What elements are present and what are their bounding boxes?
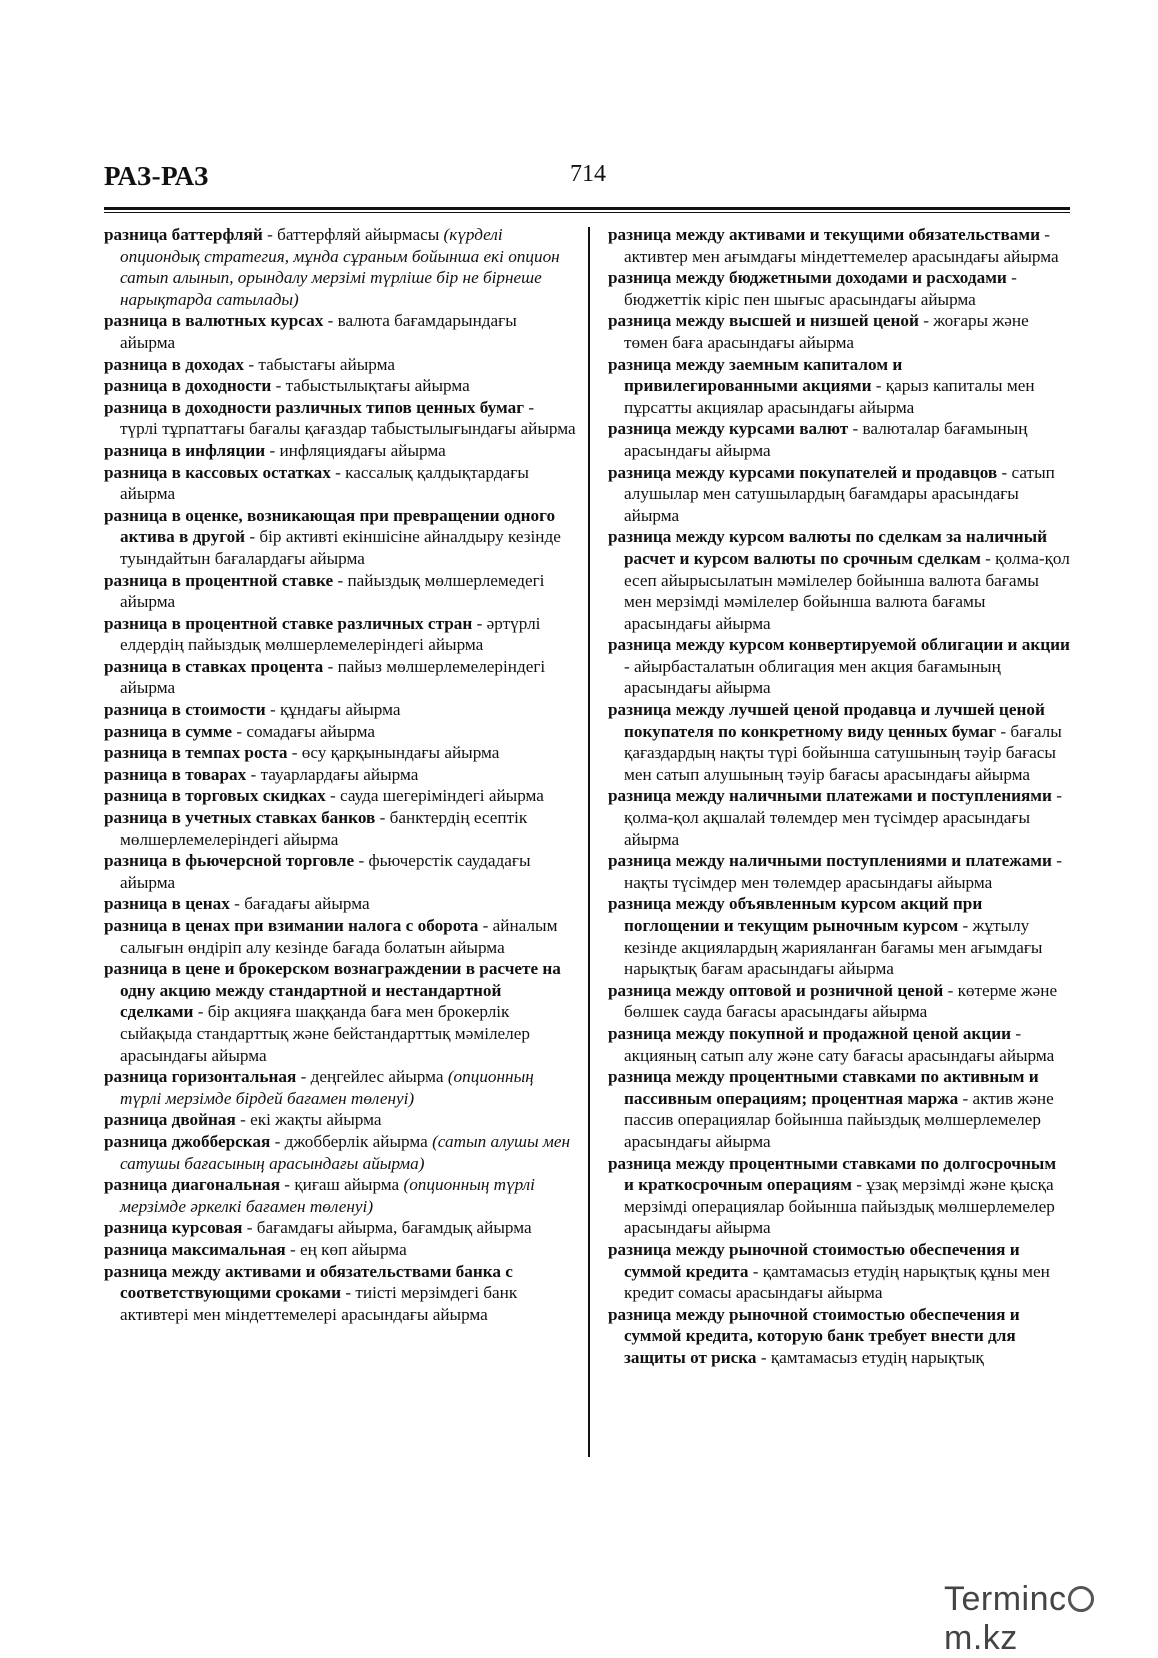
entry-term: разница баттерфляй — [104, 225, 263, 244]
entry-term: разница между курсом валюты по сделкам за наличный расчет и курсом валюты по срочным сделкам — [608, 527, 1048, 568]
dictionary-entry — [608, 462, 1070, 527]
logo-text: Termincm.kz — [944, 1580, 1095, 1657]
dictionary-entry — [608, 310, 1070, 353]
entry-term: разница между процентными ставками по долгосрочным и краткосрочным операциям — [608, 1153, 1057, 1195]
entry-definition: - табыстағы айырма — [244, 354, 395, 374]
entry-definition: - ұзақ мерзімді және қысқа мерзімді операциялар бойынша пайыздық мөлшерлемелер арасындағы айырма — [624, 1175, 1055, 1238]
entry-term: разница в темпах роста — [104, 743, 288, 763]
entry-term: разница в стоимости — [104, 700, 266, 720]
entry-definition: - фьючерстік саудадағы айырма — [120, 851, 531, 892]
entry-definition: - бағадағы айырма — [229, 894, 370, 914]
entry-definition: - екі жақты айырма — [235, 1110, 382, 1130]
entry-definition: - инфляциядағы айырма — [265, 440, 446, 460]
dictionary-entry — [104, 958, 576, 1066]
entry-definition: - айналым салығын өндіріп алу кезінде бағада болатын айырма — [120, 916, 558, 957]
entry-term: разница в инфляции — [104, 440, 266, 460]
dictionary-entry — [104, 1109, 576, 1131]
entry-definition: - пайыздық мөлшерлемедегі айырма — [120, 570, 545, 612]
dictionary-entry — [608, 893, 1070, 979]
dictionary-entry — [104, 699, 576, 721]
dictionary-entry — [608, 634, 1070, 699]
entry-definition: - қамтамасыз етудің нарықтық — [756, 1347, 984, 1367]
entry-term: разница между активами и обязательствами банка с соответствующими сроками — [104, 1261, 513, 1303]
entry-definition: - табыстылықтағы айырма — [271, 376, 470, 396]
entry-definition: - айырбасталатын облигация мен акция бағамының арасындағы айырма — [624, 656, 1001, 698]
entry-definition: - қарыз капиталы мен пұрсатты акциялар арасындағы айырма — [624, 376, 1035, 417]
entry-note: (опционның түрлі мерзімде бірдей бағамен төленуі) — [120, 1067, 534, 1108]
dictionary-entry — [608, 1304, 1070, 1369]
dictionary-entry — [104, 807, 576, 850]
dictionary-entry — [104, 1261, 576, 1326]
dictionary-entry — [608, 980, 1070, 1023]
entry-note: (опционның түрлі мерзімде әркелкі бағамен төленуі) — [120, 1175, 535, 1216]
dictionary-entry — [104, 1217, 576, 1239]
dictionary-entry — [104, 656, 576, 699]
dictionary-entry — [104, 462, 576, 505]
entry-definition: - сатып алушылар мен сатушылардың бағамдары арасындағы айырма — [624, 462, 1055, 525]
entry-definition: - жұтылу кезінде акциялардың жарияланған бағамы мен ағымдағы нарықтық бағам арасындағы айырма — [624, 916, 1043, 979]
entry-term: разница курсовая — [104, 1218, 243, 1238]
entry-term: разница в кассовых остатках — [104, 462, 331, 482]
entry-term: разница в процентной ставке различных стран — [104, 613, 473, 633]
dictionary-entry — [104, 354, 576, 376]
entry-term: разница в учетных ставках банков — [104, 808, 376, 828]
entry-term: разница между курсами валют — [608, 419, 849, 439]
dictionary-entry — [104, 785, 576, 807]
dictionary-entry — [608, 1023, 1070, 1066]
dictionary-entry — [104, 505, 576, 570]
entry-term: разница между бюджетными доходами и расходами — [608, 268, 1007, 288]
entry-term: разница в ценах при взимании налога с оборота — [104, 916, 479, 935]
entry-definition: - актив және пассив операциялар бойынша пайыздық мөлшерлемелер арасындағы айырма — [624, 1088, 1054, 1151]
dictionary-entry — [608, 526, 1070, 634]
dictionary-entry — [104, 397, 576, 440]
entry-definition: - қамтамасыз етудің нарықтық құны мен кредит сомасы арасындағы айырма — [624, 1261, 1050, 1303]
dictionary-entry — [104, 850, 576, 893]
dictionary-entry — [104, 893, 576, 915]
entry-term: разница в торговых скидках — [104, 786, 326, 806]
entry-definition: - әртүрлі елдердің пайыздық мөлшерлемелеріндегі айырма — [120, 613, 541, 655]
entry-term: разница между курсами покупателей и продавцов — [608, 462, 998, 482]
entry-term: разница в доходах — [104, 354, 245, 374]
dictionary-entry — [608, 354, 1070, 419]
entry-definition: - акцияның сатып алу және сату бағасы арасындағы айырма — [624, 1023, 1055, 1065]
column-divider — [588, 227, 590, 1457]
entry-definition: - көтерме және бөлшек сауда бағасы арасындағы айырма — [624, 980, 1058, 1022]
termincom-logo — [944, 1580, 1144, 1657]
entry-definition: - бір активті екіншісіне айналдыру кезінде туындайтын бағалардағы айырма — [120, 527, 561, 568]
entry-term: разница в сумме — [104, 721, 233, 741]
entry-definition: - валюталар бағамының арасындағы айырма — [624, 419, 1028, 460]
entry-term: разница в цене и брокерском вознаграждении в расчете на одну акцию между стандартной и нестандартной сделками — [104, 959, 561, 1022]
entry-term: разница между активами и текущими обязательствами — [608, 225, 1040, 244]
entry-term: разница между лучшей ценой продавца и лучшей ценой покупателя по конкретному виду ценных бумаг — [608, 700, 1045, 741]
dictionary-entry — [608, 785, 1070, 850]
entry-definition: - тауарлардағы айырма — [246, 764, 419, 784]
dictionary-entry — [608, 418, 1070, 461]
entry-term: разница в ценах — [104, 894, 230, 914]
entry-term: разница горизонтальная — [104, 1067, 297, 1087]
dictionary-entry — [608, 850, 1070, 893]
entry-term: разница в фьючерсной торговле — [104, 851, 355, 871]
entry-definition: - бағалы қағаздардың нақты түрі бойынша сатушының тәуір бағасы мен сатып алушының тәуір бағасы арасындағы айырма — [624, 721, 1062, 784]
entry-term: разница в доходности различных типов ценных бумаг — [104, 397, 525, 417]
entry-definition: - бір акцияға шаққанда баға мен брокерлік сыйақыда стандарттық және бейстандарттық мәмілелер арасындағы айырма — [120, 1002, 530, 1065]
entry-term: разница между рыночной стоимостью обеспечения и суммой кредита — [608, 1239, 1020, 1281]
page-number: 714 — [570, 161, 606, 187]
entry-definition: - бюджеттік кіріс пен шығыс арасындағы айырма — [624, 268, 1017, 309]
entry-term: разница джобберская — [104, 1131, 271, 1151]
entry-definition: - баттерфляй айырмасы — [262, 225, 444, 244]
header-rule-thin — [104, 212, 1070, 213]
dictionary-entry — [104, 310, 576, 353]
dictionary-entry — [104, 1066, 576, 1109]
entry-definition: - өсу қарқынындағы айырма — [287, 743, 500, 763]
dictionary-entry — [104, 440, 576, 462]
entry-term: разница между оптовой и розничной ценой — [608, 980, 944, 1000]
running-head: РАЗ-РАЗ — [104, 161, 209, 191]
entry-definition: - жоғары және төмен баға арасындағы айырма — [624, 311, 1029, 352]
entry-term: разница между наличными поступлениями и платежами — [608, 851, 1052, 871]
dictionary-entry — [608, 267, 1070, 310]
page-header — [104, 155, 1069, 205]
entry-term: разница между рыночной стоимостью обеспечения и суммой кредита, которую банк требует внести для защиты от риска — [608, 1304, 1020, 1367]
right-column — [608, 224, 1070, 1368]
entry-definition: - кассалық қалдықтардағы айырма — [120, 462, 529, 504]
entry-definition: - ең көп айырма — [285, 1239, 407, 1259]
entry-note: (сатып алушы мен сатушы бағасының арасындағы айырма) — [120, 1131, 571, 1173]
entry-definition: - валюта бағамдарындағы айырма — [120, 311, 517, 352]
dictionary-entry — [104, 1239, 576, 1261]
entry-term: разница в товарах — [104, 764, 247, 784]
entry-definition: - бағамдағы айырма, бағамдық айырма — [242, 1218, 532, 1238]
entry-term: разница между заемным капиталом и привилегированными акциями — [608, 354, 903, 396]
entry-definition: - тиісті мерзімдегі банк активтері мен міндеттемелері арасындағы айырма — [120, 1283, 518, 1324]
entry-definition: - пайыз мөлшерлемелеріндегі айырма — [120, 656, 546, 698]
dictionary-entry — [608, 224, 1070, 267]
entry-note: (күрделі опциондық стратегия, мұнда сұраным бойынша екі опцион сатып алынып, орындалу мерзімі түрліше бір не бірнеше нарықтарда сатылады) — [120, 225, 560, 309]
entry-definition: - джобберлік айырма — [270, 1131, 433, 1151]
dictionary-entry — [608, 699, 1070, 785]
entry-term: разница в ставках процента — [104, 656, 324, 676]
entry-term: разница в оценке, возникающая при превращении одного актива в другой — [104, 505, 556, 547]
entry-term: разница диагональная — [104, 1175, 280, 1195]
entry-definition: - деңгейлес айырма — [296, 1067, 448, 1087]
entry-definition: - активтер мен ағымдағы міндеттемелер арасындағы айырма — [624, 225, 1059, 266]
entry-term: разница в процентной ставке — [104, 570, 334, 590]
entry-term: разница между наличными платежами и поступлениями — [608, 786, 1052, 806]
entry-definition: - қолма-қол есеп айырысылатын мәмілелер бойынша валюта бағамы мен мерзімді мәмілелер бойынша валюта бағамы арасындағы айырма — [624, 548, 1070, 633]
entry-term: разница между процентными ставками по активным и пассивным операциям; процентная маржа — [608, 1067, 1039, 1108]
dictionary-entry — [104, 742, 576, 764]
entry-definition: - қиғаш айырма — [280, 1175, 404, 1195]
entry-term: разница между высшей и низшей ценой — [608, 311, 919, 331]
dictionary-entry — [104, 613, 576, 656]
entry-term: разница в валютных курсах — [104, 311, 324, 331]
entry-definition: - сауда шегеріміндегі айырма — [325, 786, 544, 806]
dictionary-entry — [104, 375, 576, 397]
dictionary-entry — [104, 915, 576, 958]
dictionary-entry — [608, 1066, 1070, 1152]
dictionary-entry — [104, 1174, 576, 1217]
entry-term: разница между курсом конвертируемой облигации и акции — [608, 635, 1070, 655]
header-rule-thick — [104, 207, 1070, 210]
entry-term: разница между объявленным курсом акций при поглощении и текущим рыночным курсом — [608, 894, 983, 935]
left-column — [104, 224, 576, 1325]
entry-definition: - қолма-қол ақшалай төлемдер мен түсімдер арасындағы айырма — [624, 786, 1062, 849]
entry-term: разница двойная — [104, 1110, 236, 1130]
entry-term: разница максимальная — [104, 1239, 286, 1259]
entry-definition: - түрлі тұрпаттағы бағалы қағаздар табыстылығындағы айырма — [120, 397, 576, 439]
dictionary-entry — [104, 570, 576, 613]
entry-term: разница в доходности — [104, 376, 272, 396]
dictionary-entry — [608, 1239, 1070, 1304]
entry-term: разница между покупной и продажной ценой акции — [608, 1023, 1012, 1043]
entry-definition: - сомадағы айырма — [232, 721, 376, 741]
dictionary-entry — [104, 721, 576, 743]
logo-ring-icon — [1068, 1586, 1094, 1612]
dictionary-entry — [104, 764, 576, 786]
dictionary-entry — [104, 1131, 576, 1174]
entry-definition: - құндағы айырма — [265, 700, 401, 720]
entry-definition: - банктердің есептік мөлшерлемелеріндегі айырма — [120, 808, 528, 849]
dictionary-entry — [608, 1153, 1070, 1239]
dictionary-entry — [104, 224, 576, 310]
entry-definition: - нақты түсімдер мен төлемдер арасындағы айырма — [624, 851, 1062, 892]
